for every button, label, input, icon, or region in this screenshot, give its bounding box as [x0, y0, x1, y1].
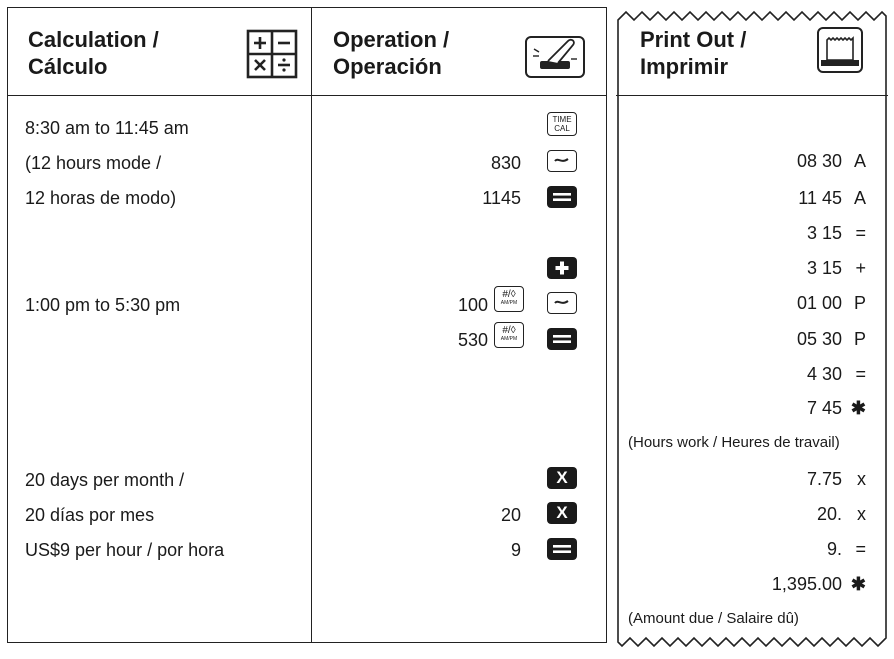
am-pm-key-sublabel: AM/PM	[500, 336, 518, 342]
tape-line	[807, 258, 866, 279]
tape-line-number: 3 15	[806, 223, 842, 243]
time-cal-key-label-top: TIME	[552, 115, 572, 124]
tape-line-symbol: +	[855, 258, 866, 278]
minus-key[interactable]	[547, 150, 577, 172]
op-number-830: 830	[490, 153, 521, 173]
equals-icon	[547, 538, 577, 560]
operation-header	[333, 26, 449, 80]
hours-work-note: (Hours work / Heures de travail)	[628, 434, 840, 451]
equals-icon	[547, 186, 577, 208]
tape-line	[798, 188, 866, 209]
tape-line	[797, 293, 866, 314]
tape-line	[827, 539, 866, 560]
time-cal-key-label-bottom: CAL	[554, 124, 570, 133]
operation-header-line1: Operation /	[333, 27, 450, 52]
amount-due-note: (Amount due / Salaire dû)	[628, 610, 799, 627]
tape-line-symbol: A	[853, 151, 866, 171]
tape-line-number: 9.	[826, 539, 842, 559]
tape-line	[797, 329, 866, 350]
tape-line-number: 08 30	[796, 151, 842, 171]
calculation-header-line2: Cálculo	[28, 54, 108, 79]
printout-header-line2: Imprimir	[640, 54, 729, 79]
am-pm-key-sublabel: AM/PM	[500, 300, 518, 306]
printout-header-line1: Print Out /	[640, 27, 747, 52]
am-pm-key[interactable]	[494, 286, 524, 312]
column-divider	[311, 8, 312, 642]
plus-icon	[547, 257, 577, 279]
calc-line-6: 20 días por mes	[25, 505, 155, 525]
calc-line-5: 20 days per month /	[25, 470, 185, 490]
tape-line-number: 1,395.00	[771, 574, 842, 594]
calc-line-4: 1:00 pm to 5:30 pm	[25, 295, 181, 315]
tape-line	[772, 574, 866, 595]
tape-line-symbol: A	[853, 188, 866, 208]
header-divider	[8, 95, 606, 96]
plus-key[interactable]	[547, 257, 577, 279]
calculator-icon	[246, 29, 298, 79]
tape-line-symbol: x	[857, 504, 866, 524]
tape-line-number: 05 30	[796, 329, 842, 349]
am-pm-key-label: #/◊	[502, 325, 516, 336]
calc-line-2: (12 hours mode /	[25, 153, 162, 173]
time-cal-key[interactable]	[547, 112, 577, 136]
times-key-label: X	[556, 503, 568, 522]
tilde-minus-icon	[548, 151, 575, 170]
tape-line	[807, 223, 866, 244]
print-tape	[616, 8, 888, 648]
equals-key[interactable]	[547, 186, 577, 208]
calc-line-3: 12 horas de modo)	[25, 188, 177, 208]
printout-header	[640, 26, 746, 80]
tilde-minus-icon	[548, 293, 575, 312]
tape-line-symbol: P	[853, 293, 866, 313]
op-number-20: 20	[500, 505, 521, 525]
tape-line	[817, 504, 866, 525]
tape-line-number: 01 00	[796, 293, 842, 313]
tape-line-number: 7.75	[806, 469, 842, 489]
calc-line-7: US$9 per hour / por hora	[25, 540, 225, 560]
tape-line-symbol: ✱	[850, 398, 866, 418]
tape-line	[797, 151, 866, 172]
tape-line-symbol: =	[855, 223, 866, 243]
am-pm-key[interactable]	[494, 322, 524, 348]
tape-line-symbol: x	[857, 469, 866, 489]
equals-icon	[547, 328, 577, 350]
tape-line-symbol: =	[855, 539, 866, 559]
tape-header-divider	[616, 95, 888, 96]
tape-line	[807, 469, 866, 490]
minus-key[interactable]	[547, 292, 577, 314]
op-number-1145: 1145	[482, 188, 521, 208]
tape-line-number: 3 15	[806, 258, 842, 278]
tape-line-number: 11 45	[798, 188, 842, 208]
am-pm-key-label: #/◊	[502, 289, 516, 300]
tape-line	[807, 398, 866, 419]
calculation-header-line1: Calculation /	[28, 27, 159, 52]
instruction-table	[7, 7, 607, 643]
tape-line-number: 20.	[816, 504, 842, 524]
calc-line-1: 8:30 am to 11:45 am	[25, 118, 189, 138]
tape-line-number: 4 30	[806, 364, 842, 384]
times-key[interactable]	[547, 502, 577, 524]
equals-key[interactable]	[547, 538, 577, 560]
tape-line-symbol: =	[855, 364, 866, 384]
op-number-530: 530	[457, 330, 488, 350]
times-key[interactable]	[547, 467, 577, 489]
tape-line-symbol: ✱	[850, 574, 866, 594]
printer-icon	[816, 26, 864, 74]
tape-line-symbol: P	[853, 329, 866, 349]
calculation-header	[28, 26, 159, 80]
operation-header-line2: Operación	[333, 54, 442, 79]
tape-line-number: 7 45	[806, 398, 842, 418]
equals-key[interactable]	[547, 328, 577, 350]
op-number-9: 9	[510, 540, 521, 560]
keypress-icon	[524, 35, 586, 79]
tape-line	[807, 364, 866, 385]
times-key-label: X	[556, 468, 568, 487]
op-number-100: 100	[457, 295, 488, 315]
